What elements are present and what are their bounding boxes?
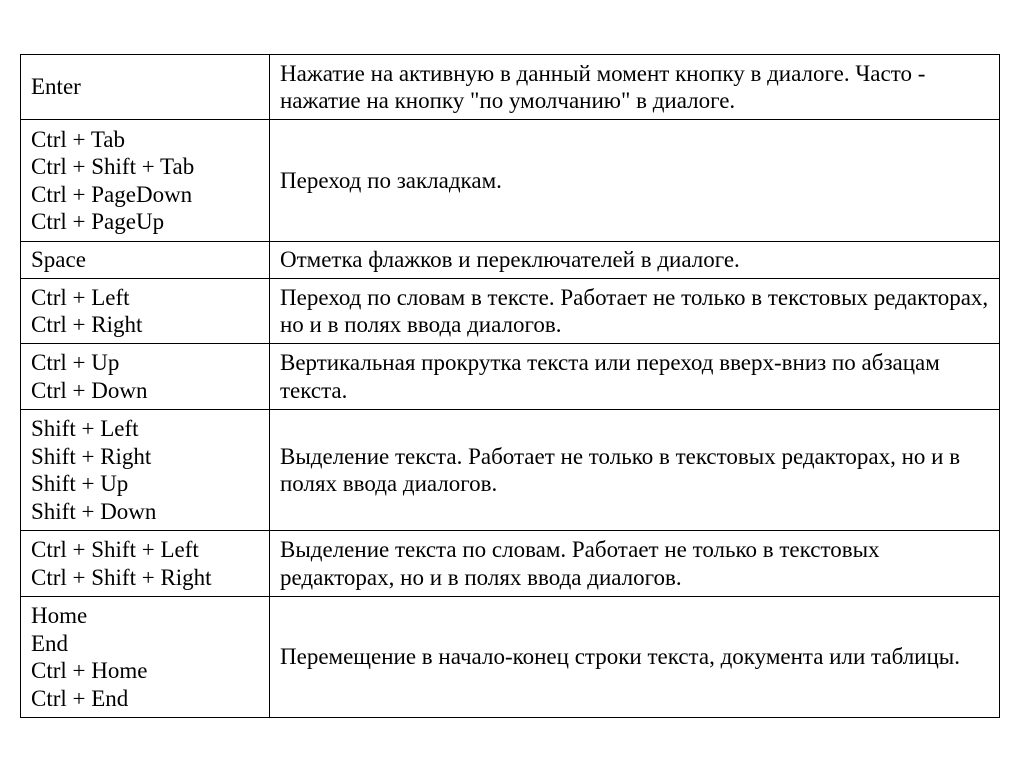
key-combination: Ctrl + Right (31, 312, 143, 337)
key-combination: End (31, 630, 69, 656)
key-combination: Home (31, 603, 88, 628)
keys-cell (21, 531, 270, 597)
table-row (21, 55, 1000, 120)
key-combination: Ctrl + Up (31, 350, 120, 375)
table-row (21, 410, 1000, 531)
key-combination: Ctrl + Shift + Tab (31, 154, 195, 179)
description-cell: Нажатие на активную в данный момент кнопку в диалоге. Часто - нажатие на кнопку "по умолчанию" в диалоге. (270, 55, 1000, 120)
key-combination: Ctrl + Shift + Right (31, 564, 212, 590)
key-combination: Shift + Left (31, 416, 139, 441)
key-combination: Space (31, 247, 86, 273)
key-combination: Ctrl + Home (31, 658, 148, 683)
key-combination: Shift + Right (31, 443, 152, 469)
key-combination: Enter (31, 74, 81, 100)
key-combination: Shift + Down (31, 498, 157, 524)
keys-cell (21, 344, 270, 410)
keys-cell (21, 120, 270, 242)
key-combination: Ctrl + Down (31, 377, 148, 403)
table-row (21, 597, 1000, 718)
description-cell: Выделение текста. Работает не только в текстовых редакторах, но и в полях ввода диалогов. (270, 410, 1000, 531)
keys-cell (21, 597, 270, 718)
description-cell: Переход по словам в тексте. Работает не только в текстовых редакторах, но и в полях ввода диалогов. (270, 279, 1000, 344)
description-cell: Отметка флажков и переключателей в диалоге. (270, 242, 1000, 279)
keys-cell (21, 279, 270, 344)
table-row (21, 242, 1000, 279)
key-combination: Ctrl + Left (31, 284, 130, 310)
key-combination: Shift + Up (31, 471, 129, 496)
key-combination: Ctrl + PageUp (31, 209, 165, 234)
shortcuts-table (20, 54, 1000, 718)
description-cell: Перемещение в начало-конец строки текста, документа или таблицы. (270, 597, 1000, 718)
keys-cell (21, 242, 270, 279)
table-row (21, 344, 1000, 410)
key-combination: Ctrl + End (31, 685, 129, 711)
key-combination: Ctrl + Shift + Left (31, 537, 199, 562)
key-combination: Ctrl + Tab (31, 126, 125, 152)
key-combination: Ctrl + PageDown (31, 181, 193, 207)
keys-cell (21, 410, 270, 531)
description-cell: Вертикальная прокрутка текста или переход вверх-вниз по абзацам текста. (270, 344, 1000, 410)
table-row (21, 279, 1000, 344)
table-row (21, 120, 1000, 242)
description-cell: Переход по закладкам. (270, 120, 1000, 242)
keys-cell (21, 55, 270, 120)
table-row (21, 531, 1000, 597)
description-cell: Выделение текста по словам. Работает не только в текстовых редакторах, но и в полях ввода диалогов. (270, 531, 1000, 597)
